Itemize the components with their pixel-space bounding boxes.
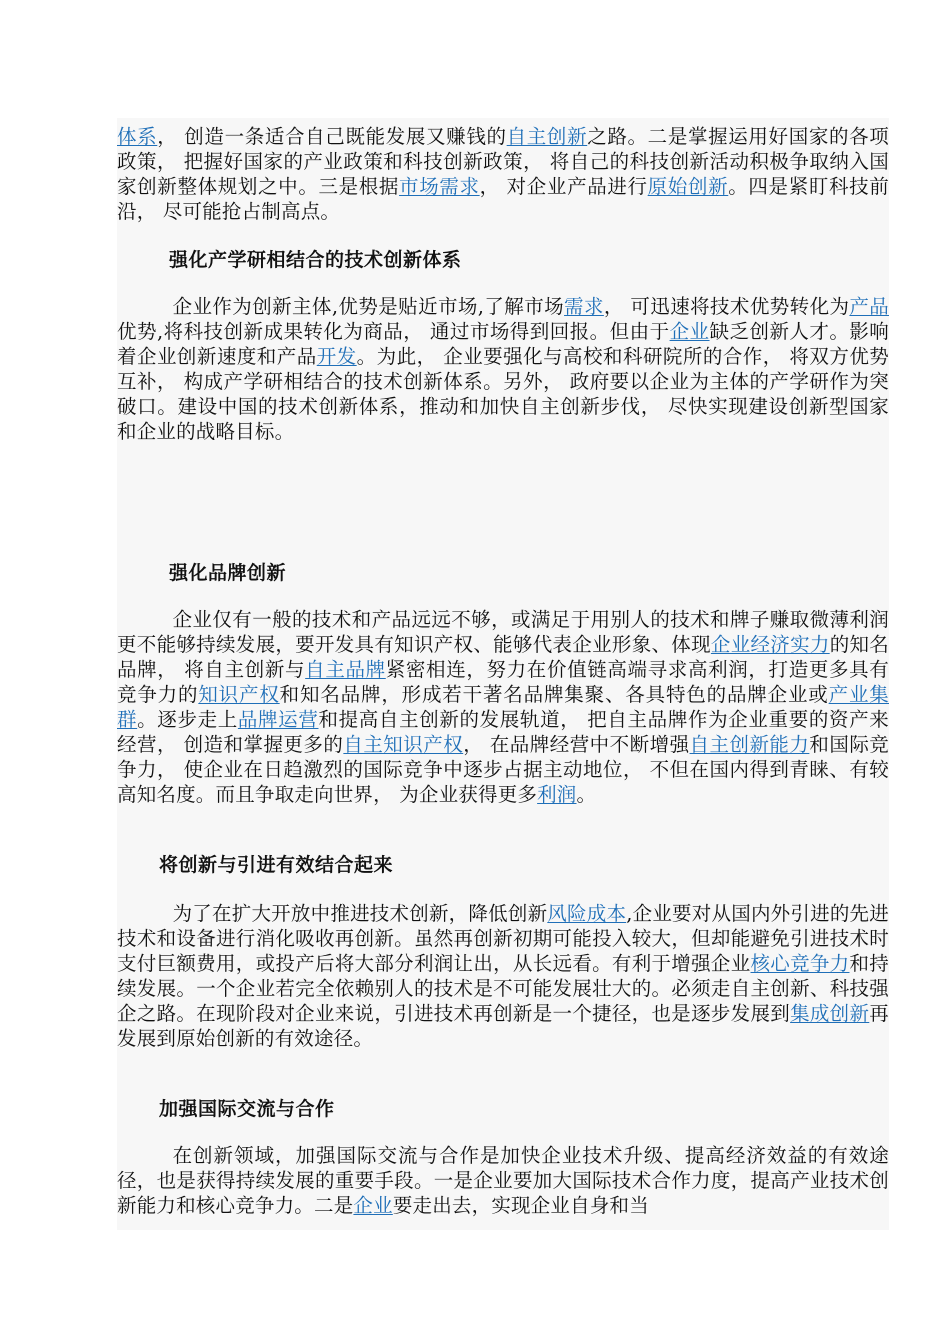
inline-link[interactable]: 自主创新 xyxy=(506,125,588,148)
inline-link[interactable]: 开发 xyxy=(316,345,357,368)
inline-link[interactable]: 知识产权 xyxy=(198,683,280,706)
body-text: 要走出去，实现企业自身和当 xyxy=(392,1194,649,1217)
section-research xyxy=(117,294,889,444)
body-text: 企业仅有一般的技术和产品远远不够，或满足于用别人的技术和牌子赚取微薄利润更不能够持续发展，要开发具有知识产权、能够代表企业形象、体现 xyxy=(117,608,889,656)
section-intro xyxy=(117,124,889,224)
body-text: 。 xyxy=(576,783,597,806)
body-text: 。四是紧盯科技前沿， 尽可能抢占制高点。 xyxy=(117,175,889,223)
inline-link[interactable]: 产业集群 xyxy=(117,683,889,731)
section-heading-international xyxy=(117,1097,889,1122)
body-text: 为了在扩大开放中推进技术创新，降低创新 xyxy=(172,902,548,925)
body-text: ， 对企业产品进行 xyxy=(479,175,648,198)
inline-link[interactable]: 核心竞争力 xyxy=(750,952,850,975)
paragraph-import xyxy=(117,901,889,1051)
inline-link[interactable]: 自主知识产权 xyxy=(343,733,464,756)
inline-link[interactable]: 利润 xyxy=(537,783,577,806)
section-brand xyxy=(117,607,889,807)
section-import xyxy=(117,901,889,1051)
paragraph-international xyxy=(117,1143,889,1218)
section-heading-brand xyxy=(117,561,889,586)
inline-link[interactable]: 企业 xyxy=(669,320,710,343)
inline-link[interactable]: 需求 xyxy=(564,295,604,318)
body-text: ， 在品牌经营中不断增强 xyxy=(463,733,690,756)
section-heading-import xyxy=(117,853,889,878)
paragraph-brand xyxy=(117,607,889,807)
inline-link[interactable]: 体系 xyxy=(117,125,158,148)
body-text: 在创新领域，加强国际交流与合作是加快企业技术升级、提高经济效益的有效途径，也是获得持续发展的重要手段。一是企业要加大国际技术合作力度，提高产业技术创新能力和核心竞争力。二是 xyxy=(117,1144,889,1217)
body-text: 企业作为创新主体,优势是贴近市场,了解市场 xyxy=(172,295,565,318)
inline-link[interactable]: 市场需求 xyxy=(399,175,480,198)
body-text: 紧密相连，努力在价值链高端寻求高利润，打造更多具有竞争力的 xyxy=(117,658,889,706)
inline-link[interactable]: 企业 xyxy=(353,1194,393,1217)
heading-international-cooperation: 加强国际交流与合作 xyxy=(159,1098,335,1120)
heading-industry-research: 强化产学研相结合的技术创新体系 xyxy=(169,249,462,271)
body-text: 和国际竞争力， 使企业在日趋激烈的国际竞争中逐步占据主动地位， 不但在国内得到青睐、有较高知名度。而且争取走向世界， 为企业获得更多 xyxy=(117,733,889,806)
body-text: 优势,将科技创新成果转化为商品， 通过市场得到回报。但由于 xyxy=(117,320,670,343)
section-international xyxy=(117,1143,889,1218)
inline-link[interactable]: 品牌运营 xyxy=(237,708,319,731)
body-text: 之路。二是掌握运用好国家的各项政策， 把握好国家的产业政策和科技创新政策， 将自己的科技创新活动积极争取纳入国家创新整体规划之中。三是根据 xyxy=(117,125,889,198)
inline-link[interactable]: 集成创新 xyxy=(790,1002,870,1025)
body-text: 和知名品牌，形成若干著名品牌集聚、各具特色的品牌企业或 xyxy=(279,683,829,706)
inline-link[interactable]: 产品 xyxy=(849,295,889,318)
inline-link[interactable]: 自主创新能力 xyxy=(689,733,810,756)
section-heading-research xyxy=(117,248,889,273)
body-text: 再发展到原始创新的有效途径。 xyxy=(117,1002,889,1050)
heading-brand-innovation: 强化品牌创新 xyxy=(169,562,287,584)
body-text: 和持续发展。一个企业若完全依赖别人的技术是不可能发展壮大的。必须走自主创新、科技强企之路。在现阶段对企业来说，引进技术再创新是一个捷径，也是逐步发展到 xyxy=(117,952,889,1025)
inline-link[interactable]: 自主品牌 xyxy=(305,658,386,681)
body-text: ， 创造一条适合自己既能发展又赚钱的 xyxy=(157,125,507,148)
body-text: 。为此， 企业要强化与高校和科研院所的合作， 将双方优势互补， 构成产学研相结合的技术创新体系。另外， 政府要以企业为主体的产学研作为突破口。建设中国的技术创新体系，推动和加快自主创新步伐， 尽快实现建设创新型国家和企业的战略目标。 xyxy=(117,345,889,443)
inline-link[interactable]: 风险成本 xyxy=(547,902,627,925)
inline-link[interactable]: 企业经济实力 xyxy=(710,633,830,656)
body-text: ， 可迅速将技术优势转化为 xyxy=(603,295,850,318)
body-text: 缺乏创新人才。影响着企业创新速度和产品 xyxy=(117,320,890,368)
body-text: ,企业要对从国内外引进的先进技术和设备进行消化吸收再创新。虽然再创新初期可能投入较大，但却能避免引进技术时支付巨额费用，或投产后将大部分利润让出，从长远看。有利于增强企业 xyxy=(117,902,889,975)
body-text: 和提高自主创新的发展轨道， 把自主品牌作为企业重要的资产来经营， 创造和掌握更多的 xyxy=(117,708,889,756)
heading-innovation-import: 将创新与引进有效结合起来 xyxy=(159,854,394,876)
body-text: 的知名品牌， 将自主创新与 xyxy=(117,633,889,681)
body-text: 。逐步走上 xyxy=(137,708,238,731)
paragraph-brand-intro xyxy=(117,124,889,224)
paragraph-research xyxy=(117,294,889,444)
inline-link[interactable]: 原始创新 xyxy=(647,175,729,198)
